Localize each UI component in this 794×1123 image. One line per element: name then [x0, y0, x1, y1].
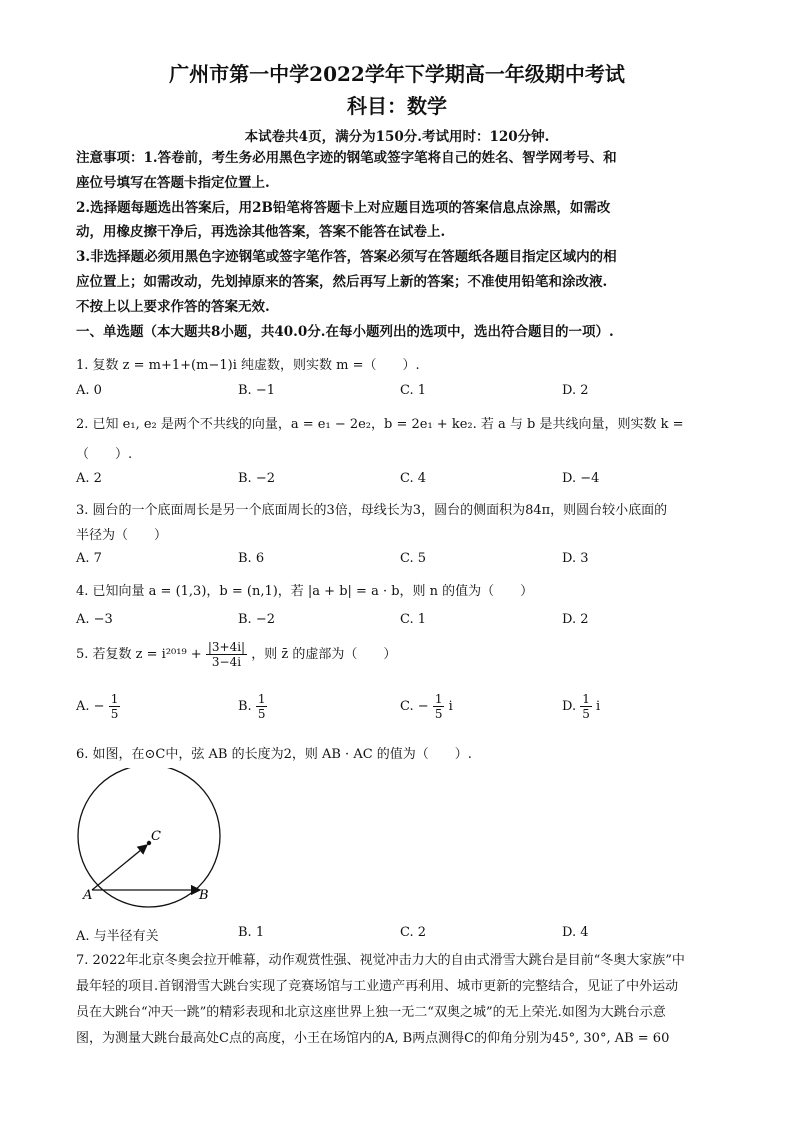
question-1: 1. 复数 z = m+1+(m−1)i 纯虚数，则实数 m =（ ）. — [76, 358, 420, 373]
question-6: 6. 如图，在⊙C中，弦 AB 的长度为2，则 AB · AC 的值为（ ）. — [76, 747, 472, 762]
q2-option-a: A. 2 — [76, 471, 102, 486]
q6-option-c: C. 2 — [400, 925, 427, 940]
question-2: 2. 已知 e₁, e₂ 是两个不共线的向量，a = e₁ − 2e₂，b = 2e₁ + ke₂. 若 a 与 b 是共线向量，则实数 k = — [76, 417, 684, 432]
q6-option-b: B. 1 — [238, 925, 265, 940]
q7-line-3: 员在大跳台“冲天一跳”的精彩表现和北京这座世界上独一无二“双奥之城”的无上荣光.如图为大跳台示意 — [76, 1005, 666, 1020]
note-line-4: 动，用橡皮擦干净后，再选涂其他答案，答案不能答在试卷上. — [76, 224, 446, 240]
q5-option-d-num: 1 — [582, 692, 590, 706]
q5-numerator: |3+4i| — [207, 640, 246, 654]
q4-option-c: C. 1 — [400, 612, 427, 627]
q5-option-d-den: 5 — [582, 707, 590, 721]
note-line-1: 注意事项：1.答卷前，考生务必用黑色字迹的钢笔或签字笔将自己的姓名、智学网考号、和 — [76, 150, 617, 166]
q6-option-a: A. 与半径有关 — [76, 929, 159, 944]
q5-option-d-frac — [580, 692, 592, 721]
q5-option-d-label: D. — [562, 699, 577, 714]
q3-option-c: C. 5 — [400, 551, 427, 566]
q2-option-b: B. −2 — [238, 471, 275, 486]
q5-option-a-sign: − — [93, 699, 105, 714]
note-line-7: 不按上以上要求作答的答案无效. — [76, 299, 270, 315]
q5-option-c-den: 5 — [434, 707, 443, 721]
q5-option-b-num: 1 — [257, 692, 266, 706]
q5-option-b-den: 5 — [257, 707, 266, 721]
q5-option-c-tail: i — [448, 699, 453, 714]
q5-option-b-label: B. — [238, 699, 252, 714]
subject-title: 科目：数学 — [347, 94, 447, 118]
note-line-6: 应位置上；如需改动，先划掉原来的答案，然后再写上新的答案；不准使用铅笔和涂改液. — [76, 274, 608, 290]
q6-option-d: D. 4 — [562, 925, 589, 940]
vector-ac — [92, 845, 147, 890]
question-4: 4. 已知向量 a = (1,3)，b = (n,1)，若 |a + b| = a · b，则 n 的值为（ ） — [76, 584, 534, 599]
exam-info: 本试卷共4页，满分为150分.考试用时：120分钟. — [244, 129, 550, 145]
q1-option-d: D. 2 — [562, 383, 589, 398]
question-3-cont: 半径为（ ） — [76, 528, 168, 543]
q5-option-b-frac — [256, 692, 268, 721]
question-3: 3. 圆台的一个底面周长是另一个底面周长的3倍，母线长为3，圆台的侧面积为84π，则圆台较小底面的 — [76, 503, 668, 518]
q5-option-c-frac — [433, 692, 445, 721]
q3-option-a: A. 7 — [76, 551, 102, 566]
q5-option-d — [562, 692, 600, 721]
q4-option-b: B. −2 — [238, 612, 275, 627]
exam-title: 广州市第一中学2022学年下学期高一年级期中考试 — [169, 62, 625, 86]
q5-prefix: 5. 若复数 z = i²⁰¹⁹ + — [76, 647, 202, 662]
q5-option-c-num: 1 — [434, 692, 443, 706]
q1-option-a: A. 0 — [76, 383, 102, 398]
q1-option-c: C. 1 — [400, 383, 427, 398]
q5-option-d-tail: i — [596, 699, 601, 714]
q7-line-1: 7. 2022年北京冬奥会拉开帷幕，动作观赏性强、视觉冲击力大的自由式滑雪大跳台是目前“冬奥大家族”中 — [76, 953, 685, 968]
q1-option-b: B. −1 — [238, 383, 275, 398]
q5-option-a-num: 1 — [110, 692, 119, 706]
q5-option-c-label: C. — [400, 699, 414, 714]
q7-line-2: 最年轻的项目.首钢滑雪大跳台实现了竞赛场馆与工业遗产再利用、城市更新的完整结合，见证了中外运动 — [76, 979, 679, 994]
q4-option-d: D. 2 — [562, 612, 589, 627]
note-line-2: 座位号填写在答题卡指定位置上. — [76, 175, 270, 191]
q2-option-c: C. 4 — [400, 471, 427, 486]
q5-option-b — [238, 692, 267, 721]
question-7 — [76, 948, 726, 1052]
q3-option-b: B. 6 — [238, 551, 265, 566]
q5-denominator: 3−4i — [211, 655, 242, 669]
q5-option-c — [400, 692, 453, 721]
question-2-cont: （ ）. — [76, 447, 133, 462]
note-line-5: 3.非选择题必须用黑色字迹钢笔或签字笔作答，答案必须写在答题纸各题目指定区域内的相 — [76, 249, 617, 265]
q5-option-a — [76, 692, 120, 721]
q2-option-d: D. −4 — [562, 471, 600, 486]
q5-option-a-den: 5 — [110, 707, 119, 721]
q5-option-a-label: A. — [76, 699, 90, 714]
circle-c — [78, 768, 220, 907]
q5-suffix: ，则 z̄ 的虚部为（ ） — [251, 647, 397, 662]
q5-fraction — [206, 640, 247, 669]
q5-option-a-frac — [109, 692, 121, 721]
q7-line-4: 图，为测量大跳台最高处C点的高度，小王在场馆内的A, B两点测得C的仰角分别为45°, 30°, AB = 60 — [76, 1031, 670, 1046]
section-heading: 一、单选题（本大题共8小题，共40.0分.在每小题列出的选项中，选出符合题目的一项）. — [76, 324, 614, 340]
q5-option-c-sign: − — [417, 699, 429, 714]
note-line-3: 2.选择题每题选出答案后，用2B铅笔将答题卡上对应题目选项的答案信息点涂黑，如需改 — [76, 200, 611, 216]
label-a: A — [83, 888, 93, 903]
label-c: C — [151, 829, 161, 844]
question-5 — [76, 640, 396, 669]
q3-option-d: D. 3 — [562, 551, 589, 566]
circle-diagram — [70, 768, 240, 918]
label-b: B — [199, 888, 209, 903]
q4-option-a: A. −3 — [76, 612, 113, 627]
